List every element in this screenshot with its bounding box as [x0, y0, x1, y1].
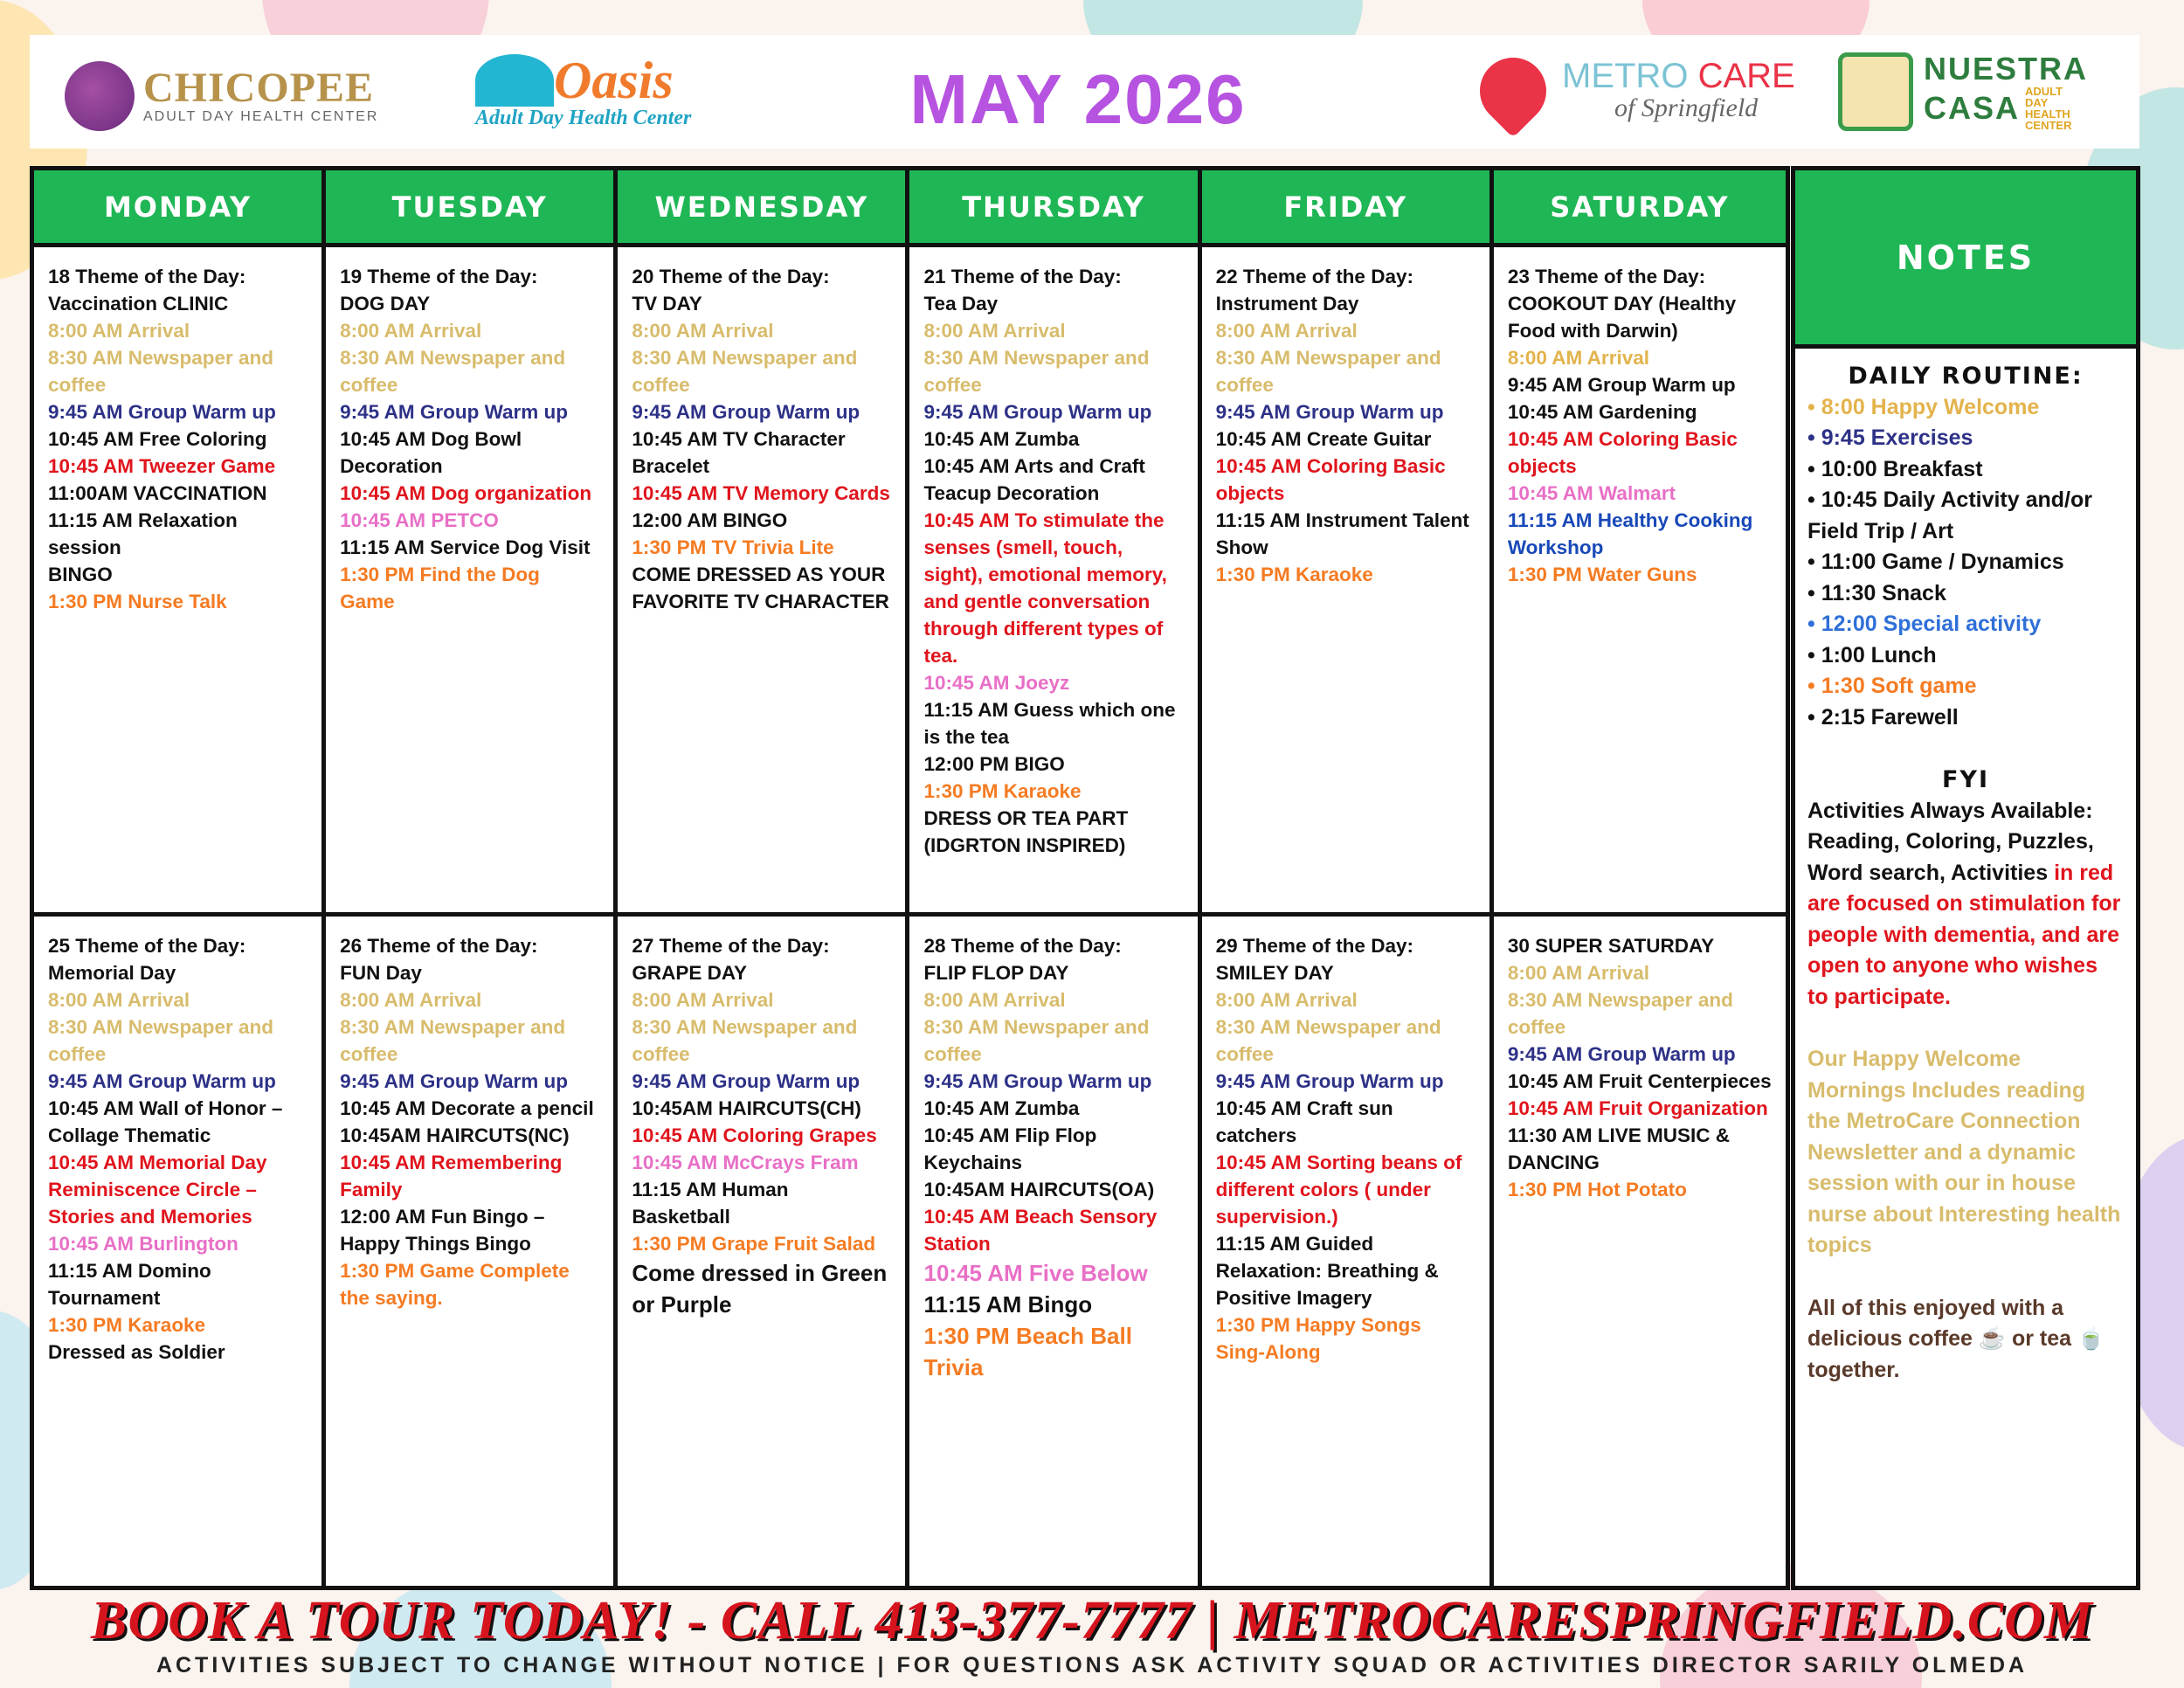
activity-line: 12:00 AM Fun Bingo – Happy Things Bingo — [340, 1206, 545, 1255]
spacer — [1807, 1013, 2124, 1044]
day-header-monday: MONDAY — [34, 170, 326, 247]
activity-line: Tea Day — [923, 293, 999, 315]
activity-line: FUN Day — [340, 962, 422, 984]
activity-line: 8:30 AM Newspaper and coffee — [632, 347, 858, 396]
activity-line: 9:45 AM Group Warm up — [632, 1070, 860, 1092]
activity-line: COOKOUT DAY (Healthy Food with Darwin) — [1507, 293, 1737, 342]
activity-line: 9:45 AM Group Warm up — [1215, 401, 1444, 423]
routine-item: • 8:00 Happy Welcome — [1807, 394, 2040, 419]
activity-line: 8:00 AM Arrival — [632, 989, 774, 1011]
activity-line: Come dressed in Green or Purple — [632, 1260, 888, 1318]
nuestra-casa-logo — [1838, 52, 2088, 131]
routine-item: • 2:15 Farewell — [1807, 704, 1959, 730]
activity-line: 10:45 AM Decorate a pencil — [340, 1097, 594, 1119]
activity-line: 10:45 AM TV Character Bracelet — [632, 428, 846, 477]
activity-line: 10:45 AM Joeyz — [923, 672, 1070, 694]
oasis-logo-name: Oasis — [554, 52, 674, 109]
activity-line: Dressed as Soldier — [48, 1341, 225, 1363]
routine-item: • 10:00 Breakfast — [1807, 456, 1983, 481]
nuestra-casa-side: ADULT DAY HEALTH CENTER — [2025, 84, 2072, 132]
activity-line: 1:30 PM Find the Dog Game — [340, 564, 540, 612]
welcome-note: Our Happy Welcome Mornings Includes reading the MetroCare Connection Newsletter and a dynamic session with our in house nurse about Interesting health topics — [1807, 1047, 2121, 1257]
activity-line: 10:45 AM Zumba — [923, 1097, 1080, 1119]
day-cell-wednesday — [618, 247, 909, 917]
oasis-logo-sub: Adult Day Health Center — [475, 107, 692, 129]
nuestra-casa-name-2: CASA — [1924, 89, 2021, 126]
activity-line: 9:45 AM Group Warm up — [923, 1070, 1152, 1092]
activity-line: 8:00 AM Arrival — [632, 320, 774, 342]
activity-line: 11:15 AM Instrument Talent Show — [1215, 509, 1469, 558]
activity-line: 10:45 AM Fruit Organization — [1507, 1097, 1768, 1119]
activity-line: 30 SUPER SATURDAY — [1507, 935, 1715, 957]
activity-line: 8:00 AM Arrival — [1215, 320, 1358, 342]
activity-line: 8:30 AM Newspaper and coffee — [1507, 989, 1733, 1038]
activity-line: 18 Theme of the Day: — [48, 266, 246, 287]
activity-line: 10:45 AM To stimulate the senses (smell, touch, sight), emotional memory, and gentle conversation through different types of tea. — [923, 509, 1167, 667]
day-header-thursday: THURSDAY — [909, 170, 1201, 247]
activity-line: 12:00 PM BIGO — [923, 753, 1065, 775]
activity-line: COME DRESSED AS YOUR FAVORITE TV CHARACTER — [632, 564, 889, 612]
page-title: MAY 2026 — [909, 60, 1247, 138]
activity-line: 10:45 AM Arts and Craft Teacup Decoration — [923, 455, 1145, 504]
day-cell-monday — [34, 247, 326, 917]
activity-line: 1:30 PM Happy Songs Sing-Along — [1215, 1314, 1421, 1363]
activity-line: 9:45 AM Group Warm up — [1507, 374, 1736, 396]
header-banner — [30, 35, 2139, 149]
activity-line: 8:00 AM Arrival — [923, 320, 1066, 342]
activity-line: 8:30 AM Newspaper and coffee — [632, 1016, 858, 1065]
activity-line: 10:45 AM Fruit Centerpieces — [1507, 1070, 1772, 1092]
activity-line: 10:45 AM Craft sun catchers — [1215, 1097, 1393, 1146]
day-header-tuesday: TUESDAY — [326, 170, 618, 247]
activity-line: 10:45 AM Tweezer Game — [48, 455, 276, 477]
day-cell-monday — [34, 917, 326, 1586]
routine-item: • 9:45 Exercises — [1807, 425, 1973, 450]
routine-item: • 1:30 Soft game — [1807, 674, 1977, 698]
activity-line: 10:45 AM Gardening — [1507, 401, 1697, 423]
activity-line: 29 Theme of the Day: — [1215, 935, 1413, 957]
metrocare-logo-name-b: CARE — [1697, 57, 1795, 95]
activity-line: 10:45 AM Beach Sensory Station — [923, 1206, 1158, 1255]
activity-line: 8:30 AM Newspaper and coffee — [1215, 347, 1441, 396]
activity-line: 8:00 AM Arrival — [340, 989, 482, 1011]
activity-line: 10:45AM HAIRCUTS(CH) — [632, 1097, 861, 1119]
chicopee-logo-sub: ADULT DAY HEALTH CENTER — [143, 109, 379, 124]
activity-line: Instrument Day — [1215, 293, 1359, 315]
activity-line: 10:45 AM Flip Flop Keychains — [923, 1124, 1097, 1173]
activity-line: 10:45 AM Remembering Family — [340, 1152, 563, 1200]
activity-line: 10:45 AM Create Guitar — [1215, 428, 1432, 450]
day-header-saturday: SATURDAY — [1494, 170, 1786, 247]
activity-line: 9:45 AM Group Warm up — [1215, 1070, 1444, 1092]
routine-item: • 10:45 Daily Activity and/or Field Trip / Art — [1807, 488, 2093, 543]
activity-line: FLIP FLOP DAY — [923, 962, 1069, 984]
book-tour-banner: BOOK A TOUR TODAY! - CALL 413-377-7777 | METROCARESPRINGFIELD.COM — [90, 1591, 2094, 1650]
day-cell-saturday — [1494, 247, 1786, 917]
activity-line: 8:30 AM Newspaper and coffee — [340, 1016, 566, 1065]
activity-line: 10:45 AM Five Below — [923, 1260, 1148, 1286]
activity-line: 20 Theme of the Day: — [632, 266, 830, 287]
activity-line: 10:45 AM Dog Bowl Decoration — [340, 428, 522, 477]
chicopee-logo — [65, 61, 378, 131]
activity-line: 27 Theme of the Day: — [632, 935, 830, 957]
activity-line: 9:45 AM Group Warm up — [48, 401, 276, 423]
activity-line: 11:00AM VACCINATION — [48, 482, 267, 504]
activity-line: 26 Theme of the Day: — [340, 935, 538, 957]
day-cell-saturday — [1494, 917, 1786, 1586]
activity-line: 11:15 AM Guess which one is the tea — [923, 699, 1176, 748]
house-icon — [1838, 52, 1913, 131]
metrocare-logo-sub: of Springfield — [1614, 93, 1759, 122]
activity-line: 10:45 AM Zumba — [923, 428, 1080, 450]
activity-line: Vaccination CLINIC — [48, 293, 229, 315]
notes-title: NOTES — [1795, 170, 2136, 349]
activity-line: 10:45 AM Coloring Basic objects — [1215, 455, 1446, 504]
activity-line: 10:45AM HAIRCUTS(OA) — [923, 1179, 1155, 1200]
activity-line: DRESS OR TEA PART (IDGRTON INSPIRED) — [923, 807, 1129, 856]
day-cell-wednesday — [618, 917, 909, 1586]
activity-line: 12:00 AM BINGO — [632, 509, 788, 531]
spacer — [1807, 733, 2124, 764]
activity-line: 10:45 AM McCrays Fram — [632, 1152, 859, 1173]
activity-line: 11:15 AM Bingo — [923, 1291, 1093, 1318]
activity-line: 1:30 PM Game Complete the saying. — [340, 1260, 570, 1309]
daily-routine-list — [1807, 392, 2124, 734]
routine-item: • 12:00 Special activity — [1807, 612, 2042, 636]
metrocare-logo-name-a: METRO — [1562, 57, 1689, 95]
fyi-text-red: in red are focused on stimulation for people with dementia, and are open to anyone who wishes to participate. — [1807, 860, 2121, 1009]
activity-line: DOG DAY — [340, 293, 431, 315]
activity-line: GRAPE DAY — [632, 962, 748, 984]
activity-line: 10:45 AM Wall of Honor – Collage Thematic — [48, 1097, 283, 1146]
activity-line: 8:00 AM Arrival — [48, 320, 190, 342]
activity-line: 1:30 PM Karaoke — [48, 1314, 206, 1336]
activity-line: 10:45 AM Walmart — [1507, 482, 1676, 504]
oasis-logo — [475, 54, 691, 130]
chicopee-logo-name: CHICOPEE — [143, 65, 375, 111]
activity-line: 11:15 AM Guided Relaxation: Breathing & Positive Imagery — [1215, 1233, 1439, 1309]
notes-body — [1795, 349, 2136, 1386]
activity-line: 1:30 PM Karaoke — [1215, 564, 1373, 585]
activity-line: 8:00 AM Arrival — [48, 989, 190, 1011]
activity-line: 10:45 AM Coloring Grapes — [632, 1124, 877, 1146]
activity-line: 8:00 AM Arrival — [923, 989, 1066, 1011]
metrocare-logo-name — [1562, 59, 1795, 93]
activity-line: 11:15 AM Relaxation session — [48, 509, 238, 558]
fyi-text — [1807, 796, 2124, 1013]
activity-line: 8:30 AM Newspaper and coffee — [340, 347, 566, 396]
activity-line: 1:30 PM Nurse Talk — [48, 591, 227, 612]
activity-line: 9:45 AM Group Warm up — [340, 401, 569, 423]
activity-line: 11:15 AM Service Dog Visit — [340, 536, 591, 558]
routine-item: • 11:30 Snack — [1807, 580, 1946, 605]
activity-line: 8:00 AM Arrival — [1215, 989, 1358, 1011]
activity-line: 23 Theme of the Day: — [1507, 266, 1706, 287]
day-cell-tuesday — [326, 917, 618, 1586]
activity-line: 1:30 PM Grape Fruit Salad — [632, 1233, 876, 1255]
fyi-title: FYI — [1941, 766, 1990, 793]
fyi-text-main: Activities Always Available: Reading, Coloring, Puzzles, Word search, Activities — [1807, 798, 2094, 885]
activity-line: 8:00 AM Arrival — [1507, 347, 1649, 369]
activity-line: 10:45AM HAIRCUTS(NC) — [340, 1124, 570, 1146]
activity-line: 8:30 AM Newspaper and coffee — [923, 347, 1150, 396]
activity-line: Memorial Day — [48, 962, 176, 984]
activity-line: 10:45 AM Coloring Basic objects — [1507, 428, 1738, 477]
activity-line: 25 Theme of the Day: — [48, 935, 246, 957]
activity-line: 10:45 AM Free Coloring — [48, 428, 267, 450]
activity-line: 8:00 AM Arrival — [1507, 962, 1649, 984]
activity-line: SMILEY DAY — [1215, 962, 1334, 984]
spacer — [1807, 1262, 2124, 1293]
day-header-friday: FRIDAY — [1202, 170, 1494, 247]
activity-line: 9:45 AM Group Warm up — [48, 1070, 276, 1092]
daily-routine-title: DAILY ROUTINE: — [1848, 363, 2084, 390]
routine-item: • 11:00 Game / Dynamics — [1807, 550, 2064, 574]
day-cell-friday — [1202, 247, 1494, 917]
activity-line: 10:45 AM TV Memory Cards — [632, 482, 890, 504]
activity-line: 11:15 AM Healthy Cooking Workshop — [1507, 509, 1753, 558]
activity-line: 1:30 PM Hot Potato — [1507, 1179, 1687, 1200]
activity-line: 9:45 AM Group Warm up — [632, 401, 860, 423]
activity-line: 9:45 AM Group Warm up — [923, 401, 1152, 423]
heart-icon — [1466, 44, 1559, 137]
day-cell-tuesday — [326, 247, 618, 917]
palm-tree-icon — [475, 54, 554, 107]
routine-item: • 1:00 Lunch — [1807, 642, 1937, 668]
activity-line: TV DAY — [632, 293, 702, 315]
activity-line: 10:45 AM Sorting beans of different colors ( under supervision.) — [1215, 1152, 1462, 1228]
footer-disclaimer: ACTIVITIES SUBJECT TO CHANGE WITHOUT NOTICE | FOR QUESTIONS ASK ACTIVITY SQUAD OR ACTIVITIES DIRECTOR SARILY OLMEDA — [156, 1653, 2028, 1678]
activity-line: 8:30 AM Newspaper and coffee — [923, 1016, 1150, 1065]
activity-line: 1:30 PM Water Guns — [1507, 564, 1697, 585]
activity-line: 10:45 AM Burlington — [48, 1233, 238, 1255]
metrocare-logo — [1480, 58, 1795, 124]
activity-line: 8:30 AM Newspaper and coffee — [1215, 1016, 1441, 1065]
activity-line: 8:30 AM Newspaper and coffee — [48, 347, 273, 396]
closing-note: All of this enjoyed with a delicious coffee ☕ or tea 🍵 together. — [1807, 1295, 2105, 1382]
tree-icon — [65, 61, 135, 131]
activity-line: 10:45 AM PETCO — [340, 509, 499, 531]
activity-line: 11:15 AM Human Basketball — [632, 1179, 789, 1228]
activity-line: 19 Theme of the Day: — [340, 266, 538, 287]
day-cell-thursday — [909, 247, 1201, 917]
activity-line: 10:45 AM Memorial Day Reminiscence Circle – Stories and Memories — [48, 1152, 267, 1228]
activity-line: 10:45 AM Dog organization — [340, 482, 592, 504]
activity-line: 21 Theme of the Day: — [923, 266, 1122, 287]
day-header-wednesday: WEDNESDAY — [618, 170, 909, 247]
activity-line: 28 Theme of the Day: — [923, 935, 1122, 957]
nuestra-casa-name-1: NUESTRA — [1924, 51, 2089, 87]
day-cell-thursday — [909, 917, 1201, 1586]
activity-line: 11:30 AM LIVE MUSIC & DANCING — [1507, 1124, 1731, 1173]
activity-line: 9:45 AM Group Warm up — [340, 1070, 569, 1092]
day-cell-friday — [1202, 917, 1494, 1586]
calendar-grid — [30, 166, 1790, 1590]
activity-line: 1:30 PM Karaoke — [923, 780, 1082, 802]
activity-line: 22 Theme of the Day: — [1215, 266, 1413, 287]
activity-line: 9:45 AM Group Warm up — [1507, 1043, 1736, 1065]
activity-line: 1:30 PM Beach Ball Trivia — [923, 1323, 1132, 1380]
activity-line: 11:15 AM Domino Tournament — [48, 1260, 211, 1309]
activity-line: 8:00 AM Arrival — [340, 320, 482, 342]
notes-panel — [1791, 166, 2140, 1590]
activity-line: 8:30 AM Newspaper and coffee — [48, 1016, 273, 1065]
activity-line: 1:30 PM TV Trivia Lite — [632, 536, 834, 558]
activity-line: BINGO — [48, 564, 113, 585]
